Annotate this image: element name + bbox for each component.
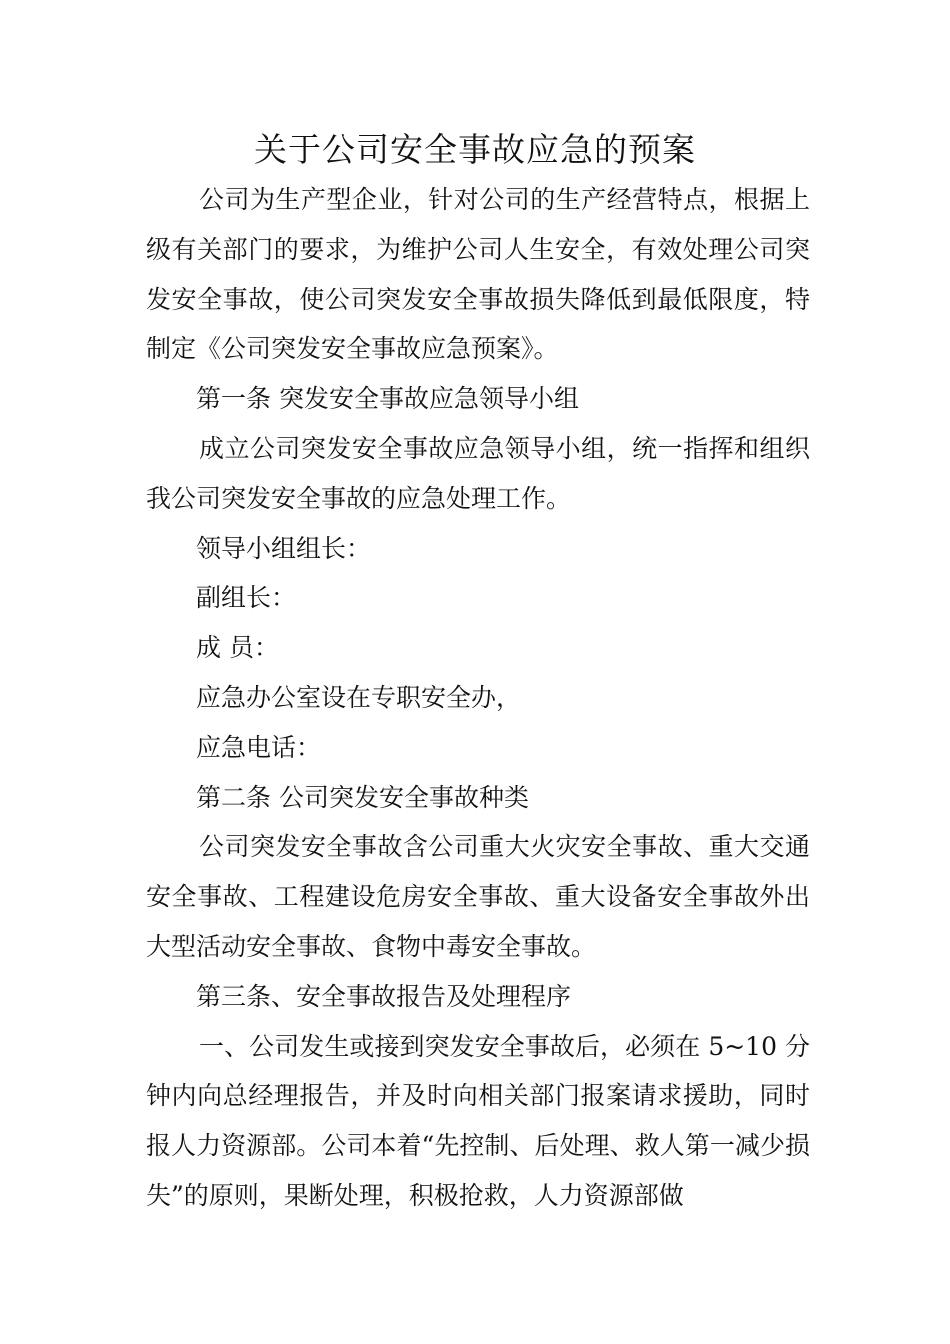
- emergency-phone-line: 应急电话：: [196, 732, 322, 762]
- article-1-heading: 第一条 突发安全事故应急领导小组: [196, 384, 579, 414]
- members-line: 成 员：: [196, 633, 279, 663]
- article-2-heading: 第二条 公司突发安全事故种类: [196, 782, 529, 812]
- article-3-paragraph: 一、公司发生或接到突发安全事故后，必须在 5~10 分钟内向总经理报告，并及时向相关部门报案请求援助，同时报人力资源部。公司本着“先控制、后处理、救人第一减少损失”的原则，果断处理，积极抢救，人力资源部做: [146, 1031, 810, 1210]
- document-body: [146, 175, 810, 1221]
- intro-paragraph: 公司为生产型企业，针对公司的生产经营特点，根据上级有关部门的要求，为维护公司人生安全，有效处理公司突发安全事故，使公司突发安全事故损失降低到最低限度，特制定《公司突发安全事故应急预案》。: [146, 185, 810, 364]
- article-1-paragraph: 成立公司突发安全事故应急领导小组，统一指挥和组织我公司突发安全事故的应急处理工作。: [146, 433, 810, 513]
- emergency-office-line: 应急办公室设在专职安全办，: [196, 682, 522, 712]
- article-2-paragraph: 公司突发安全事故含公司重大火灾安全事故、重大交通安全事故、工程建设危房安全事故、重大设备安全事故外出大型活动安全事故、食物中毒安全事故。: [146, 832, 810, 961]
- deputy-leader-line: 副组长：: [196, 583, 297, 613]
- leader-line: 领导小组组长：: [196, 533, 372, 563]
- article-3-heading: 第三条、安全事故报告及处理程序: [196, 981, 572, 1011]
- document-title: 关于公司安全事故应急的预案: [254, 130, 696, 169]
